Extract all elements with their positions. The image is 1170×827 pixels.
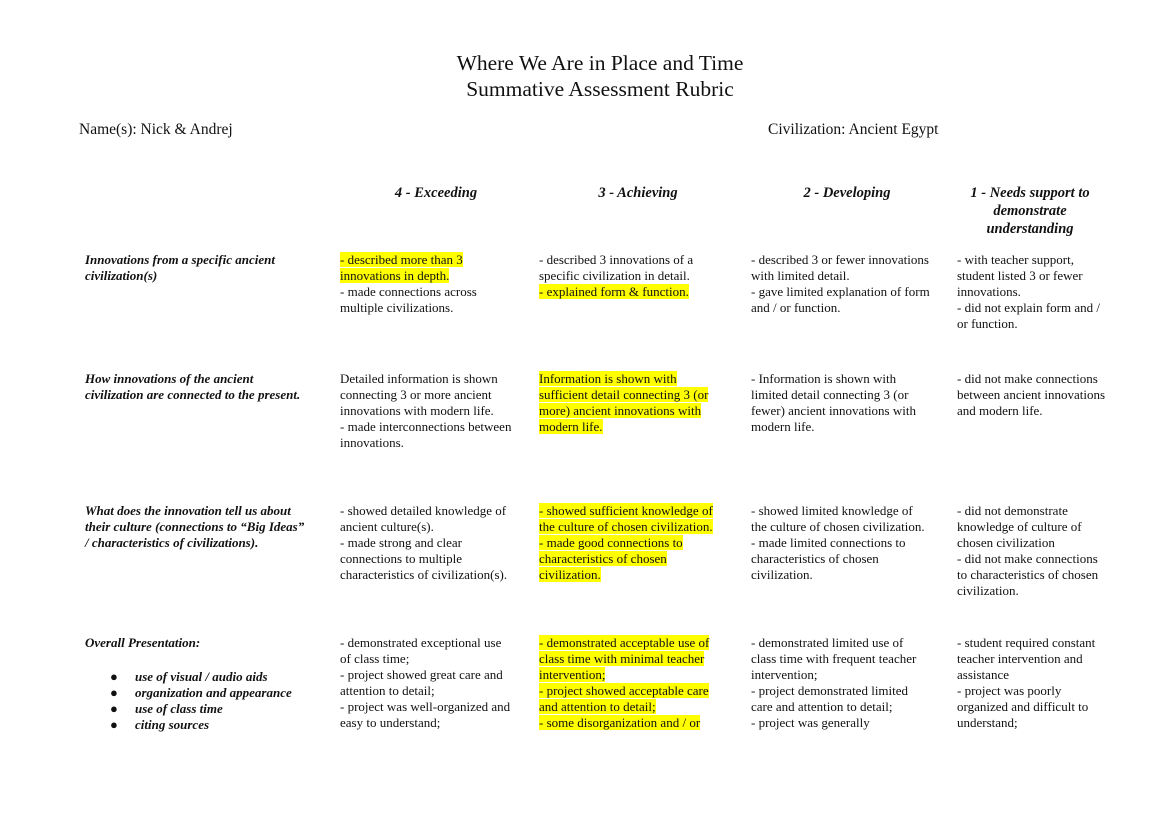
rubric-cell-line <box>539 268 731 284</box>
cell-text: innovations. <box>340 435 404 450</box>
bullet-icon: ● <box>110 685 118 700</box>
highlighted-text: more) ancient innovations with <box>539 403 702 418</box>
cell-text: - with teacher support, <box>957 252 1074 267</box>
column-header-text: 2 - Developing <box>803 185 891 201</box>
rubric-cell-line <box>751 503 949 519</box>
criterion-label-line: civilization(s) <box>85 268 158 283</box>
highlighted-text: class time with minimal teacher <box>539 651 705 666</box>
rubric-cell-line <box>539 635 731 651</box>
criterion-label-line: What does the innovation tell us about <box>85 503 291 518</box>
column-header-exceeding <box>340 184 532 202</box>
cell-text: the culture of chosen civilization. <box>751 519 925 534</box>
rubric-cell-line <box>539 419 731 435</box>
rubric-cell-line <box>957 683 1122 699</box>
cell-text: intervention; <box>751 667 818 682</box>
cell-text: or function. <box>957 316 1018 331</box>
highlighted-text: - some disorganization and / or <box>539 715 701 730</box>
cell-text: class time with frequent teacher <box>751 651 917 666</box>
bullet-text: use of visual / audio aids <box>135 669 268 684</box>
cell-text: limited detail connecting 3 (or <box>751 387 909 402</box>
highlighted-text: sufficient detail connecting 3 (or <box>539 387 709 402</box>
rubric-cell-needs-support <box>957 503 1122 599</box>
rubric-cell-line <box>957 252 1122 268</box>
criterion-label <box>85 635 330 733</box>
cell-text: multiple civilizations. <box>340 300 454 315</box>
cell-text: of class time; <box>340 651 410 666</box>
criterion-label-line: How innovations of the ancient <box>85 371 254 386</box>
cell-text: - described 3 innovations of a <box>539 252 694 267</box>
criterion-label-line: / characteristics of civilizations). <box>85 535 259 550</box>
cell-text: - project was well-organized and <box>340 699 511 714</box>
rubric-cell-achieving <box>539 252 731 300</box>
highlighted-text: - described more than 3 <box>340 252 463 267</box>
rubric-cell-achieving <box>539 635 731 731</box>
rubric-cell-line <box>957 371 1122 387</box>
rubric-cell-line <box>539 252 731 268</box>
rubric-cell-line <box>539 371 731 387</box>
rubric-cell-line <box>340 284 532 300</box>
student-names: Name(s): Nick & Andrej <box>79 121 233 138</box>
rubric-cell-line <box>751 300 949 316</box>
cell-text: - Information is shown with <box>751 371 897 386</box>
rubric-cell-line <box>751 551 949 567</box>
rubric-cell-line <box>751 284 949 300</box>
highlighted-text: the culture of chosen civilization. <box>539 519 713 534</box>
rubric-cell-line <box>957 667 1122 683</box>
highlighted-text: - explained form & function. <box>539 284 689 299</box>
rubric-cell-line <box>539 284 731 300</box>
column-header-needs-support <box>955 184 1105 238</box>
bullet-icon: ● <box>110 701 118 716</box>
criterion-bullet-item <box>85 669 330 685</box>
rubric-cell-line <box>539 567 731 583</box>
cell-text: and / or function. <box>751 300 841 315</box>
cell-text: - showed limited knowledge of <box>751 503 913 518</box>
rubric-cell-line <box>340 268 532 284</box>
rubric-cell-line <box>957 699 1122 715</box>
cell-text: to characteristics of chosen <box>957 567 1099 582</box>
rubric-cell-line <box>340 551 532 567</box>
cell-text: student listed 3 or fewer <box>957 268 1083 283</box>
criterion-bullet-list <box>85 669 330 733</box>
rubric-cell-line <box>751 635 949 651</box>
bullet-text: organization and appearance <box>135 685 292 700</box>
criterion-bullet-item <box>85 717 330 733</box>
rubric-cell-line <box>539 519 731 535</box>
rubric-cell-needs-support <box>957 252 1122 332</box>
cell-text: - demonstrated limited use of <box>751 635 904 650</box>
bullet-text: use of class time <box>135 701 223 716</box>
cell-text: civilization. <box>751 567 813 582</box>
column-header-text: 3 - Achieving <box>598 185 678 201</box>
cell-text: fewer) ancient innovations with <box>751 403 916 418</box>
rubric-cell-line <box>340 435 532 451</box>
rubric-cell-line <box>340 252 532 268</box>
highlighted-text: intervention; <box>539 667 606 682</box>
criterion-label <box>85 503 330 551</box>
rubric-cell-line <box>957 583 1122 599</box>
rubric-cell-line <box>957 403 1122 419</box>
rubric-cell-line <box>751 683 949 699</box>
cell-text: care and attention to detail; <box>751 699 893 714</box>
rubric-cell-line <box>340 371 532 387</box>
rubric-cell-line <box>751 699 949 715</box>
rubric-cell-line <box>751 371 949 387</box>
rubric-cell-line <box>957 715 1122 731</box>
rubric-cell-developing <box>751 371 949 435</box>
cell-text: - made connections across <box>340 284 477 299</box>
rubric-cell-line <box>539 667 731 683</box>
cell-text: attention to detail; <box>340 683 435 698</box>
rubric-cell-line <box>957 535 1122 551</box>
bullet-text: citing sources <box>135 717 210 732</box>
rubric-cell-needs-support <box>957 635 1122 731</box>
rubric-cell-line <box>751 403 949 419</box>
criterion-label <box>85 371 330 403</box>
cell-text: - did not make connections <box>957 551 1098 566</box>
cell-text: connections to multiple <box>340 551 463 566</box>
rubric-cell-needs-support <box>957 371 1122 419</box>
rubric-cell-achieving <box>539 371 731 435</box>
rubric-cell-line <box>340 683 532 699</box>
highlighted-text: modern life. <box>539 419 603 434</box>
cell-text: - made limited connections to <box>751 535 906 550</box>
rubric-cell-line <box>751 535 949 551</box>
rubric-cell-line <box>340 635 532 651</box>
cell-text: innovations. <box>957 284 1021 299</box>
cell-text: knowledge of culture of <box>957 519 1082 534</box>
cell-text: - described 3 or fewer innovations <box>751 252 929 267</box>
highlighted-text: and attention to detail; <box>539 699 656 714</box>
cell-text: - project was poorly <box>957 683 1062 698</box>
rubric-cell-exceeding <box>340 635 532 731</box>
rubric-cell-line <box>539 503 731 519</box>
rubric-cell-line <box>957 635 1122 651</box>
bullet-icon: ● <box>110 717 118 732</box>
highlighted-text: Information is shown with <box>539 371 677 386</box>
highlighted-text: - project showed acceptable care <box>539 683 709 698</box>
highlighted-text: - demonstrated acceptable use of <box>539 635 710 650</box>
rubric-cell-line <box>539 403 731 419</box>
rubric-cell-line <box>340 387 532 403</box>
cell-text: assistance <box>957 667 1009 682</box>
rubric-cell-line <box>340 699 532 715</box>
cell-text: - student required constant <box>957 635 1096 650</box>
criterion-label-line: their culture (connections to “Big Ideas” <box>85 519 305 534</box>
highlighted-text: - showed sufficient knowledge of <box>539 503 713 518</box>
rubric-cell-line <box>751 715 949 731</box>
cell-text: easy to understand; <box>340 715 441 730</box>
rubric-cell-line <box>539 535 731 551</box>
cell-text: - made strong and clear <box>340 535 463 550</box>
rubric-cell-developing <box>751 252 949 316</box>
rubric-cell-exceeding <box>340 503 532 583</box>
rubric-cell-line <box>957 519 1122 535</box>
rubric-cell-line <box>957 567 1122 583</box>
rubric-cell-line <box>340 419 532 435</box>
rubric-cell-line <box>751 567 949 583</box>
column-header-text: 4 - Exceeding <box>394 185 478 201</box>
rubric-cell-line <box>751 651 949 667</box>
civilization-label: Civilization: Ancient Egypt <box>768 121 939 138</box>
rubric-cell-developing <box>751 503 949 583</box>
highlighted-text: characteristics of chosen <box>539 551 667 566</box>
rubric-cell-line <box>539 683 731 699</box>
criterion-label <box>85 252 330 284</box>
cell-text: characteristics of chosen <box>751 551 879 566</box>
cell-text: - project demonstrated limited <box>751 683 909 698</box>
rubric-cell-line <box>751 252 949 268</box>
rubric-cell-line <box>340 535 532 551</box>
rubric-cell-developing <box>751 635 949 731</box>
column-header-developing <box>751 184 943 202</box>
rubric-cell-line <box>539 387 731 403</box>
criterion-bullet-item <box>85 685 330 701</box>
rubric-cell-line <box>340 651 532 667</box>
rubric-cell-line <box>957 268 1122 284</box>
rubric-cell-achieving <box>539 503 731 583</box>
rubric-cell-line <box>340 567 532 583</box>
rubric-cell-line <box>340 403 532 419</box>
cell-text: characteristics of civilization(s). <box>340 567 508 582</box>
cell-text: ancient culture(s). <box>340 519 434 534</box>
cell-text: innovations with modern life. <box>340 403 494 418</box>
rubric-cell-line <box>340 519 532 535</box>
rubric-cell-exceeding <box>340 371 532 451</box>
column-header-text: demonstrate <box>993 203 1067 219</box>
rubric-cell-line <box>539 715 731 731</box>
column-header-text: understanding <box>986 221 1074 237</box>
rubric-cell-line <box>957 503 1122 519</box>
cell-text: between ancient innovations <box>957 387 1106 402</box>
rubric-cell-line <box>340 715 532 731</box>
rubric-cell-line <box>751 519 949 535</box>
rubric-cell-line <box>539 651 731 667</box>
criterion-label-line: Innovations from a specific ancient <box>85 252 275 267</box>
rubric-cell-line <box>539 699 731 715</box>
cell-text: modern life. <box>751 419 815 434</box>
cell-text: specific civilization in detail. <box>539 268 690 283</box>
cell-text: - demonstrated exceptional use <box>340 635 502 650</box>
cell-text: teacher intervention and <box>957 651 1083 666</box>
rubric-cell-line <box>957 551 1122 567</box>
cell-text: and modern life. <box>957 403 1043 418</box>
cell-text: - did not explain form and / <box>957 300 1100 315</box>
highlighted-text: civilization. <box>539 567 601 582</box>
rubric-cell-line <box>957 284 1122 300</box>
page-title-line-1: Where We Are in Place and Time <box>456 51 744 75</box>
cell-text: civilization. <box>957 583 1019 598</box>
cell-text: - project showed great care and <box>340 667 503 682</box>
cell-text: organized and difficult to <box>957 699 1089 714</box>
cell-text: understand; <box>957 715 1018 730</box>
rubric-cell-line <box>957 300 1122 316</box>
rubric-cell-line <box>957 316 1122 332</box>
cell-text: - did not demonstrate <box>957 503 1068 518</box>
cell-text: - did not make connections <box>957 371 1098 386</box>
criterion-label-line: Overall Presentation: <box>85 635 201 650</box>
column-header-text: 1 - Needs support to <box>970 185 1090 201</box>
rubric-cell-line <box>957 387 1122 403</box>
rubric-cell-line <box>539 551 731 567</box>
criterion-label-line: civilization are connected to the present. <box>85 387 301 402</box>
bullet-icon: ● <box>110 669 118 684</box>
column-header-achieving <box>539 184 737 202</box>
highlighted-text: - made good connections to <box>539 535 683 550</box>
cell-text: connecting 3 or more ancient <box>340 387 492 402</box>
highlighted-text: innovations in depth. <box>340 268 450 283</box>
cell-text: - made interconnections between <box>340 419 512 434</box>
rubric-cell-line <box>751 387 949 403</box>
rubric-cell-exceeding <box>340 252 532 316</box>
cell-text: - project was generally <box>751 715 870 730</box>
cell-text: chosen civilization <box>957 535 1055 550</box>
cell-text: - gave limited explanation of form <box>751 284 930 299</box>
rubric-cell-line <box>957 651 1122 667</box>
rubric-cell-line <box>751 268 949 284</box>
rubric-cell-line <box>751 667 949 683</box>
cell-text: - showed detailed knowledge of <box>340 503 507 518</box>
criterion-bullet-item <box>85 701 330 717</box>
rubric-cell-line <box>751 419 949 435</box>
cell-text: with limited detail. <box>751 268 850 283</box>
page-title-line-2: Summative Assessment Rubric <box>466 77 734 101</box>
rubric-cell-line <box>340 300 532 316</box>
rubric-cell-line <box>340 503 532 519</box>
rubric-cell-line <box>340 667 532 683</box>
cell-text: Detailed information is shown <box>340 371 498 386</box>
